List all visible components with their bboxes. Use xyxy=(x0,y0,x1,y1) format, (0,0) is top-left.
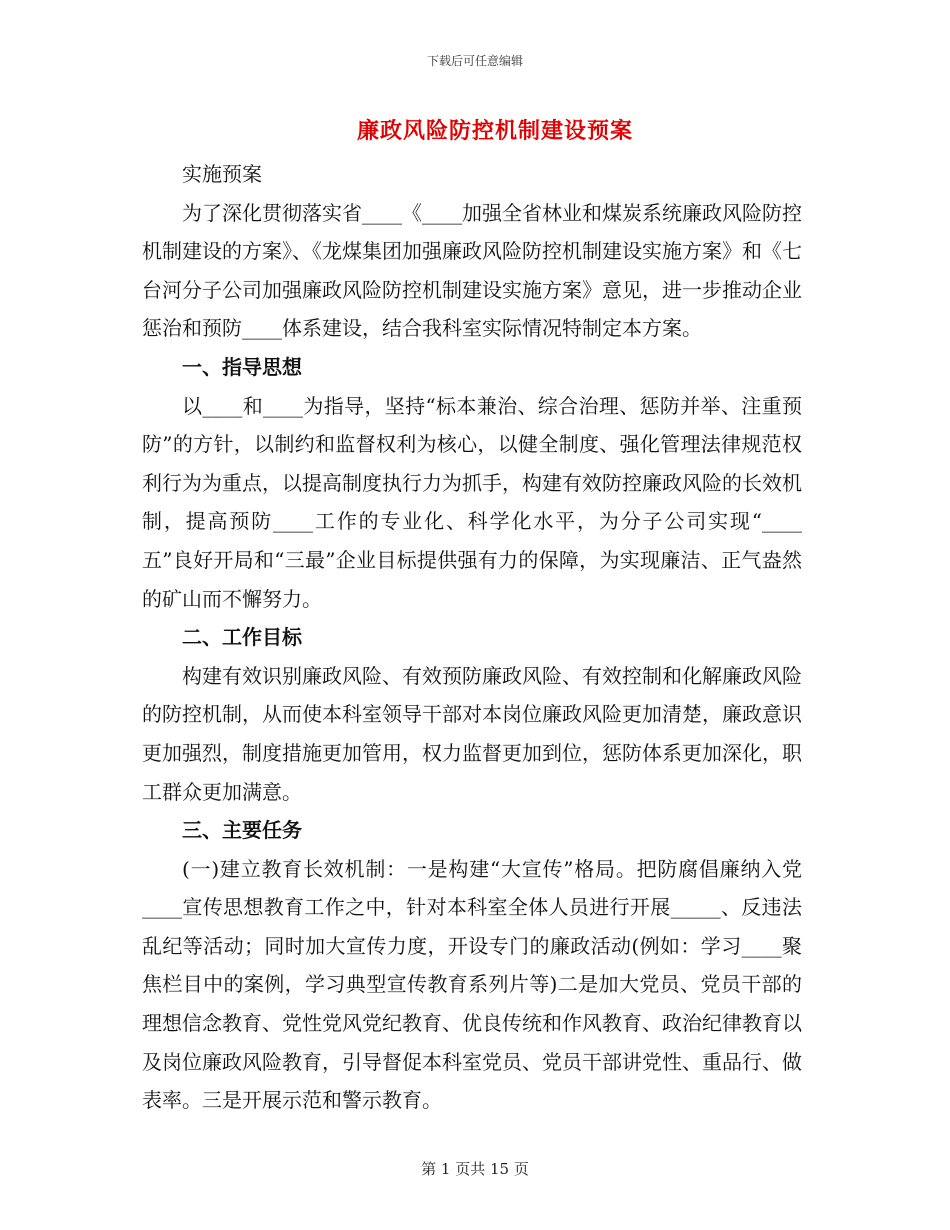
heading-guiding-ideology: 一、指导思想 xyxy=(182,354,302,379)
paragraph-main-tasks: (一)建立教育长效机制：一是构建“大宣传”格局。把防腐倡廉纳入党____宣传思想教育工作之中，针对本科室全体人员进行开展_____、反违法乱纪等活动；同时加大宣传力度，开设专门的廉政活动(例如：学习____聚焦栏目中的案例，学习典型宣传教育系列片等)二是加大党员、党员干部的理想信念教育、党性党风党纪教育、优良传统和作风教育、政治纪律教育以及岗位廉政风险教育，引导督促本科室党员、党员干部讲党性、重品行、做表率。三是开展示范和警示教育。 xyxy=(142,856,802,1113)
heading-main-tasks: 三、主要任务 xyxy=(182,818,302,843)
document-title: 廉政风险防控机制建设预案 xyxy=(356,118,633,144)
paragraph-section-label: 实施预案 xyxy=(182,162,262,186)
paragraph-guiding-ideology: 以____和____为指导，坚持“标本兼治、综合治理、惩防并举、注重预防”的方针，以制约和监督权利为核心，以健全制度、强化管理法律规范权利行为为重点，以提高制度执行力为抓手，构建有效防控廉政风险的长效机制，提高预防____工作的专业化、科学化水平，为分子公司实现“____五”良好开局和“三最”企业目标提供强有力的保障，为实现廉洁、正气盎然的矿山而不懈努力。 xyxy=(142,393,802,611)
page-footer: 第 1 页共 15 页 xyxy=(421,1160,529,1178)
header-note: 下载后可任意编辑 xyxy=(426,54,523,68)
paragraph-work-goals: 构建有效识别廉政风险、有效预防廉政风险、有效控制和化解廉政风险的防控机制，从而使本科室领导干部对本岗位廉政风险更加清楚，廉政意识更加强烈，制度措施更加管用，权力监督更加到位，惩防体系更加深化，职工群众更加满意。 xyxy=(142,663,802,804)
heading-work-goals: 二、工作目标 xyxy=(182,625,302,650)
paragraph-intro: 为了深化贯彻落实省____《____加强全省林业和煤炭系统廉政风险防控机制建设的方案》、《龙煤集团加强廉政风险防控机制建设实施方案》和《七台河分子公司加强廉政风险防控机制建设实施方案》意见，进一步推动企业惩治和预防____体系建设，结合我科室实际情况特制定本方案。 xyxy=(142,200,802,341)
document-body xyxy=(142,155,802,1120)
